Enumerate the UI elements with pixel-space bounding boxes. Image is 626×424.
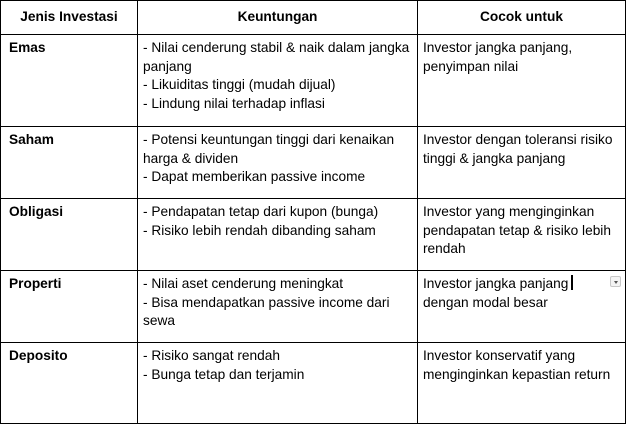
cell-menu-dropdown-icon[interactable] [610, 276, 621, 287]
benefit-item: - Lindung nilai terhadap inflasi [143, 95, 325, 111]
table-row [1, 127, 626, 199]
benefit-item: - Bunga tetap dan terjamin [143, 366, 305, 382]
benefit-item: - Risiko lebih rendah dibanding saham [143, 222, 376, 238]
table-row [1, 199, 626, 271]
table-row [1, 35, 626, 127]
cell-investment-name[interactable]: Deposito [1, 343, 138, 424]
cell-suitable-for[interactable]: Investor konservatif yang menginginkan kepastian return [418, 343, 626, 424]
cell-benefits[interactable] [138, 271, 418, 343]
cell-suitable-for-active[interactable] [418, 271, 626, 343]
cell-benefits[interactable] [138, 127, 418, 199]
cell-suitable-for[interactable]: Investor dengan toleransi risiko tinggi & jangka panjang [418, 127, 626, 199]
text-cursor [571, 275, 573, 290]
cell-investment-name[interactable]: Properti [1, 271, 138, 343]
header-cocok-untuk[interactable]: Cocok untuk [418, 1, 626, 35]
cell-suitable-for[interactable]: Investor yang menginginkan pendapatan tetap & risiko lebih rendah [418, 199, 626, 271]
cell-investment-name[interactable]: Emas [1, 35, 138, 127]
cell-benefits[interactable] [138, 35, 418, 127]
cell-investment-name[interactable]: Obligasi [1, 199, 138, 271]
cell-investment-name[interactable]: Saham [1, 127, 138, 199]
header-jenis-investasi[interactable]: Jenis Investasi [1, 1, 138, 35]
cell-suitable-for[interactable]: Investor jangka panjang, penyimpan nilai [418, 35, 626, 127]
benefit-item: - Risiko sangat rendah [143, 348, 280, 363]
header-row [1, 1, 626, 35]
benefit-item: - Potensi keuntungan tinggi dari kenaikan harga & dividen [143, 132, 395, 166]
benefit-item: - Pendapatan tetap dari kupon (bunga) [143, 204, 379, 219]
benefit-item: - Nilai cenderung stabil & naik dalam jangka panjang [143, 40, 410, 74]
benefit-item: - Bisa mendapatkan passive income dari sewa [143, 294, 390, 328]
suitable-for-line: Investor jangka panjang [423, 276, 569, 291]
table-row [1, 271, 626, 343]
cell-benefits[interactable] [138, 343, 418, 424]
benefit-item: - Nilai aset cenderung meningkat [143, 276, 344, 291]
benefit-item: - Dapat memberikan passive income [143, 169, 366, 184]
header-keuntungan[interactable]: Keuntungan [138, 1, 418, 35]
suitable-for-line: dengan modal besar [423, 294, 548, 310]
cell-benefits[interactable] [138, 199, 418, 271]
table-row [1, 343, 626, 424]
benefit-item: - Likuiditas tinggi (mudah dijual) [143, 77, 336, 92]
